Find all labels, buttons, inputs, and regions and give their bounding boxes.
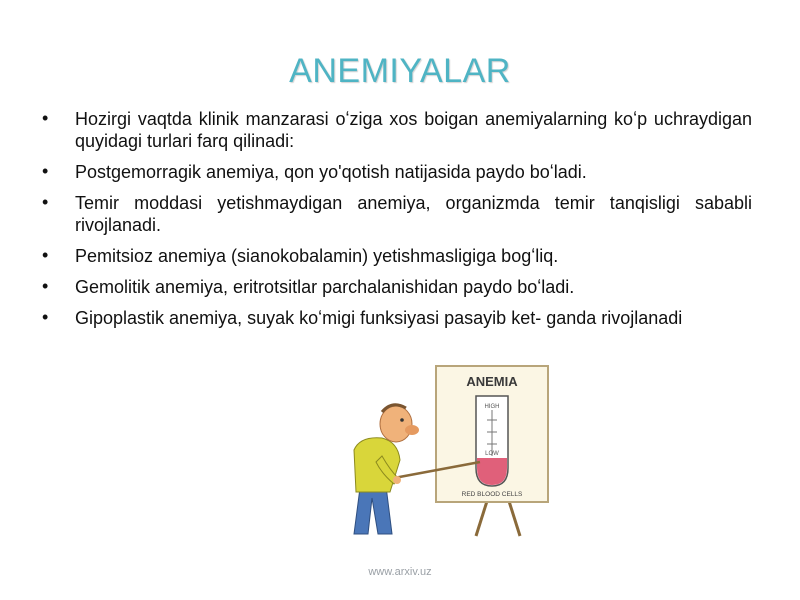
bullet-icon: • — [42, 108, 49, 128]
head — [380, 406, 412, 442]
anemia-illustration — [340, 358, 560, 538]
list-item — [40, 192, 752, 236]
high-label: HIGH — [484, 404, 500, 410]
bullet-text: Temir moddasi yetishmaydigan anemiya, organizmda temir tanqisligi sababli rivojlanadi. — [75, 193, 752, 235]
bullet-list — [40, 108, 752, 338]
bullet-icon: • — [42, 307, 49, 327]
hand — [393, 476, 401, 484]
bullet-icon: • — [42, 192, 49, 212]
list-item — [40, 161, 752, 183]
bullet-icon: • — [42, 276, 49, 296]
low-label: LOW — [485, 451, 499, 457]
slide-title: ANEMIYALAR — [289, 52, 511, 90]
bullet-icon: • — [42, 161, 49, 181]
easel-leg-icon — [476, 498, 488, 536]
list-item — [40, 245, 752, 267]
nose — [405, 425, 419, 435]
list-item — [40, 276, 752, 298]
pants — [354, 486, 392, 534]
bullet-icon: • — [42, 245, 49, 265]
bullet-text: Postgemorragik anemiya, qon yo'qotish natijasida paydo boʻladi. — [75, 162, 587, 182]
board-title: ANEMIA — [466, 374, 518, 389]
easel-leg-icon — [508, 498, 520, 536]
bullet-text: Gemolitik anemiya, eritrotsitlar parchalanishidan paydo boʻladi. — [75, 277, 575, 297]
list-item — [40, 307, 752, 329]
list-item — [40, 108, 752, 152]
bullet-text: Gipoplastik anemiya, suyak koʻmigi funksiyasi pasayib ket- ganda rivojlanadi — [75, 308, 683, 328]
footer-url: www.arxiv.uz — [368, 566, 432, 578]
blood-level-icon — [477, 458, 507, 485]
bullet-text: Pemitsioz anemiya (sianokobalamin) yetishmasligiga bogʻliq. — [75, 246, 559, 266]
eye — [400, 418, 404, 422]
board-caption: RED BLOOD CELLS — [461, 491, 523, 498]
bullet-text: Hozirgi vaqtda klinik manzarasi oʻziga xos boigan anemiyalarning koʻp uchraydigan quyidagi turlari farq qilinadi: — [75, 109, 752, 151]
